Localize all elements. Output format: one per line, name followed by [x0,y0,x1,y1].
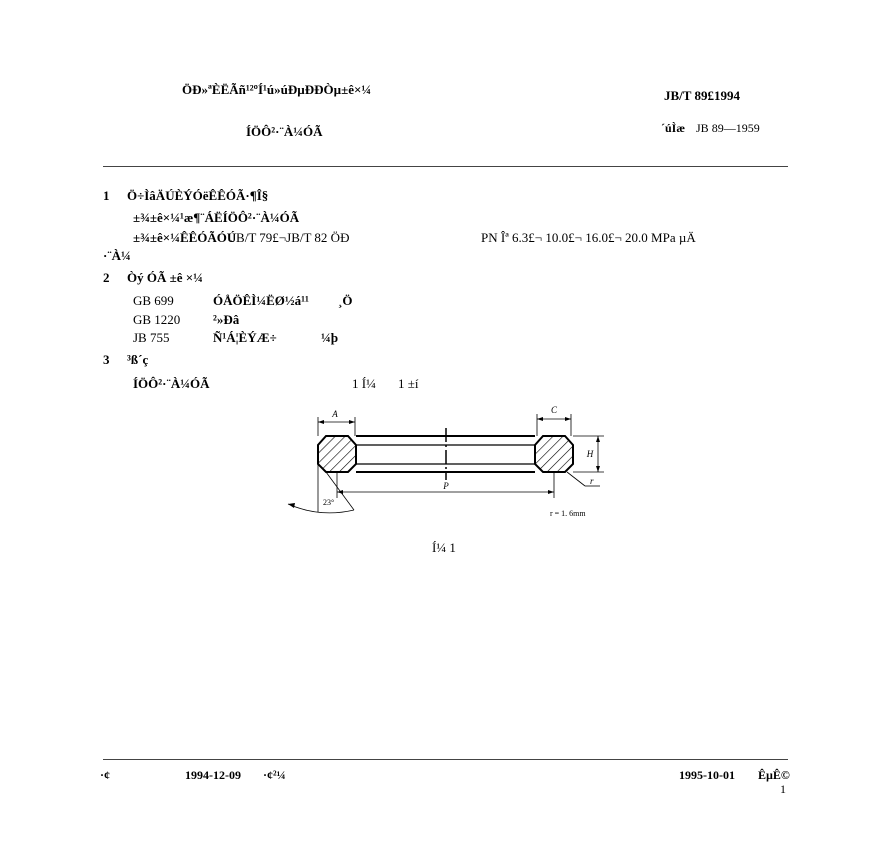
section-3-fig-ref: 1 Í¼ [352,376,376,391]
ref-3-code: JB 755 [133,330,170,345]
left-gasket-section [318,436,356,472]
section-3-para-1: ÍÖÔ²·¨À¼ÓÃ [133,376,210,391]
dimension-c [537,414,571,436]
ref-3-tail: ¼þ [321,330,338,345]
label-angle: 23° [323,498,335,507]
section-2-title: Òý ÓÃ ±ê ×¼ [127,270,203,285]
header-divider [103,166,788,167]
right-gasket-section [535,436,573,472]
dimension-a [318,417,355,436]
replaces-prefix: ´úÌæ [661,121,686,135]
figure-caption: Í¼ 1 [432,540,456,555]
replaces-note [661,121,760,136]
label-a: A [332,409,338,419]
issued-label: ·¢ [100,768,111,782]
label-r: r [590,476,594,486]
implementation-suffix: ÊµÊ© [758,768,790,782]
ref-1-name: ÓÅÖÊÌ¼ËØ½á¹¹ [213,293,309,308]
para-2-pressure: PN Îª 6.3£¬ 10.0£¬ 16.0£¬ 20.0 MPa µÄ [481,230,696,245]
ref-3-name: Ñ¹Á¦ÈÝÆ÷ [213,330,277,345]
page-number: 1 [780,782,786,796]
label-p: P [443,481,449,491]
radius-note: r = 1. 6mm [550,509,586,518]
issued-date: 1994-12-09 [185,768,241,782]
ref-1-tail: ¸Ö [338,293,353,308]
footer-divider [103,759,788,760]
ref-2-name: ²»Ðâ [213,312,240,327]
gasket-drawing [280,402,620,527]
ref-2-code: GB 1220 [133,312,181,327]
ref-1-code: GB 699 [133,293,174,308]
radius-leader [567,472,585,486]
section-3-table-ref: 1 ±í [398,376,419,391]
section-3-number: 3 [103,352,110,367]
section-3-title: ³ß´ç [127,352,149,367]
document-title: ÍÖÔ²·¨À¼ÓÃ [246,124,323,139]
issued-suffix: ·¢²¼ [263,768,286,782]
section-2-number: 2 [103,270,110,285]
replaced-standard: JB 89—1959 [696,121,760,135]
issuing-org-title: ÖÐ»ªÈËÃñ¹²ºÍ¹ú»úÐµÐÐÒµ±ê×¼ [182,82,372,97]
label-h: H [586,449,594,459]
para-2-refs: JB/T 79£¬JB/T 82 ÖÐ [231,230,350,245]
standard-number: JB/T 89£1994 [664,88,740,103]
section-1-para-3: ·¨À¼ [103,248,131,263]
implementation-date: 1995-10-01 [679,768,735,782]
section-1-para-1: ±¾±ê×¼¹æ¶¨ÁËÍÖÔ²·¨À¼ÓÃ [133,210,300,225]
section-1-para-2 [133,230,236,246]
section-1-number: 1 [103,188,110,203]
label-c: C [550,405,558,415]
section-1-title: Ö÷ÌâÄÚÈÝÓëÊÊÓÃ·¶Î§ [127,188,269,203]
para-2-lead: ±¾±ê×¼ÊÊÓÃÓÚ [133,230,237,245]
